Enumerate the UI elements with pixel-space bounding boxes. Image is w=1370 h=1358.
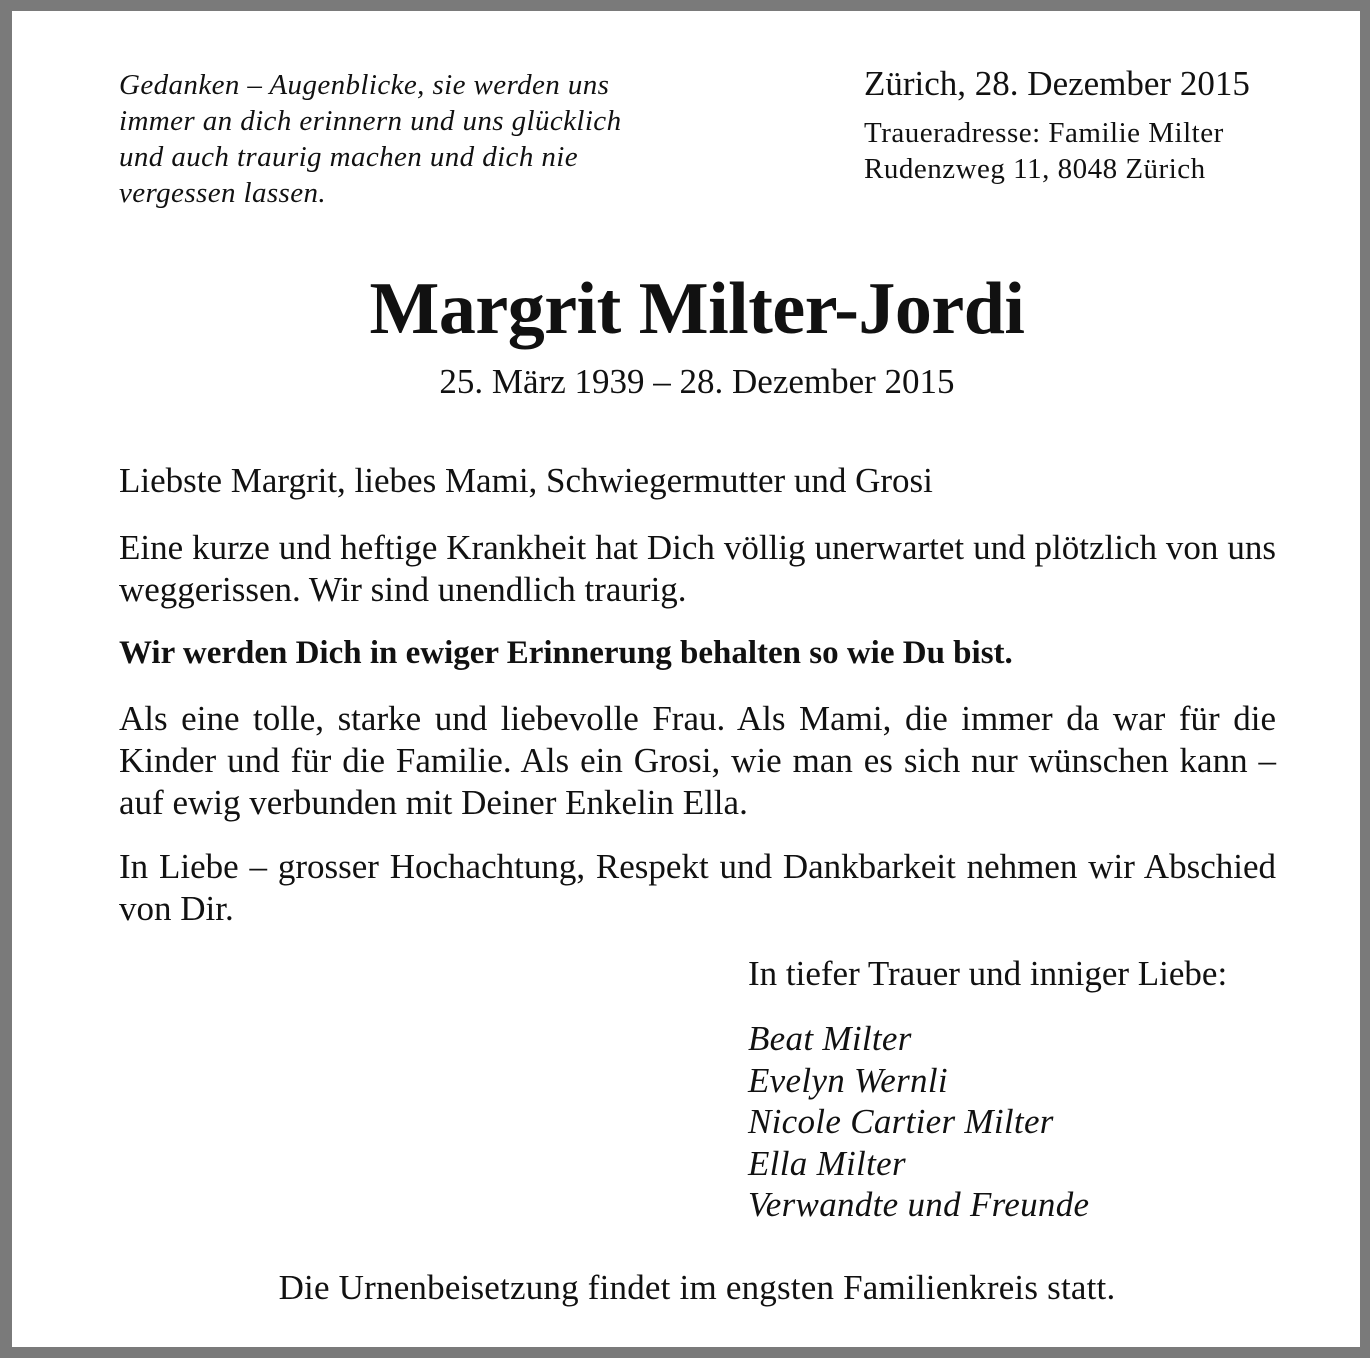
signoff-line: In tiefer Trauer und inniger Liebe: bbox=[748, 954, 1228, 993]
memorial-quote: Gedanken – Augenblicke, sie werden uns immer an dich erinnern und uns glücklich und auch traurig machen und dich nie vergessen lassen. bbox=[119, 69, 622, 209]
mourner-name: Ella Milter bbox=[748, 1143, 906, 1183]
life-dates: 25. März 1939 – 28. Dezember 2015 bbox=[439, 362, 955, 401]
burial-note: Die Urnenbeisetzung findet im engsten Familienkreis statt. bbox=[278, 1268, 1116, 1307]
place-and-date: Zürich, 28. Dezember 2015 bbox=[864, 64, 1250, 103]
mourners-list bbox=[748, 1018, 1089, 1226]
mourner-name: Verwandte und Freunde bbox=[748, 1185, 1090, 1224]
memory-statement: Wir werden Dich in ewiger Erinnerung behalten so wie Du bist. bbox=[119, 635, 1013, 671]
deceased-name: Margrit Milter-Jordi bbox=[369, 268, 1025, 350]
mourner-name: Evelyn Wernli bbox=[748, 1060, 948, 1100]
illness-paragraph: Eine kurze und heftige Krankheit hat Dich völlig unerwartet und plötzlich von uns weggerissen. Wir sind unendlich traurig. bbox=[119, 528, 1276, 609]
tribute-paragraph: Als eine tolle, starke und liebevolle Frau. Als Mami, die immer da war für die Kinder und für die Familie. Als ein Grosi, wie man es sich nur wünschen kann – auf ewig verbunden mit Deiner Enkelin Ella. bbox=[119, 699, 1276, 822]
mourner-name: Beat Milter bbox=[748, 1019, 912, 1058]
mourner-name: Nicole Cartier Milter bbox=[748, 1102, 1054, 1141]
mourning-address: Traueradresse: Familie Milter Rudenzweg 11, 8048 Zürich bbox=[864, 117, 1224, 185]
greeting-line: Liebste Margrit, liebes Mami, Schwiegermutter und Grosi bbox=[119, 461, 933, 500]
farewell-paragraph: In Liebe – grosser Hochachtung, Respekt und Dankbarkeit nehmen wir Abschied von Dir. bbox=[119, 847, 1276, 928]
